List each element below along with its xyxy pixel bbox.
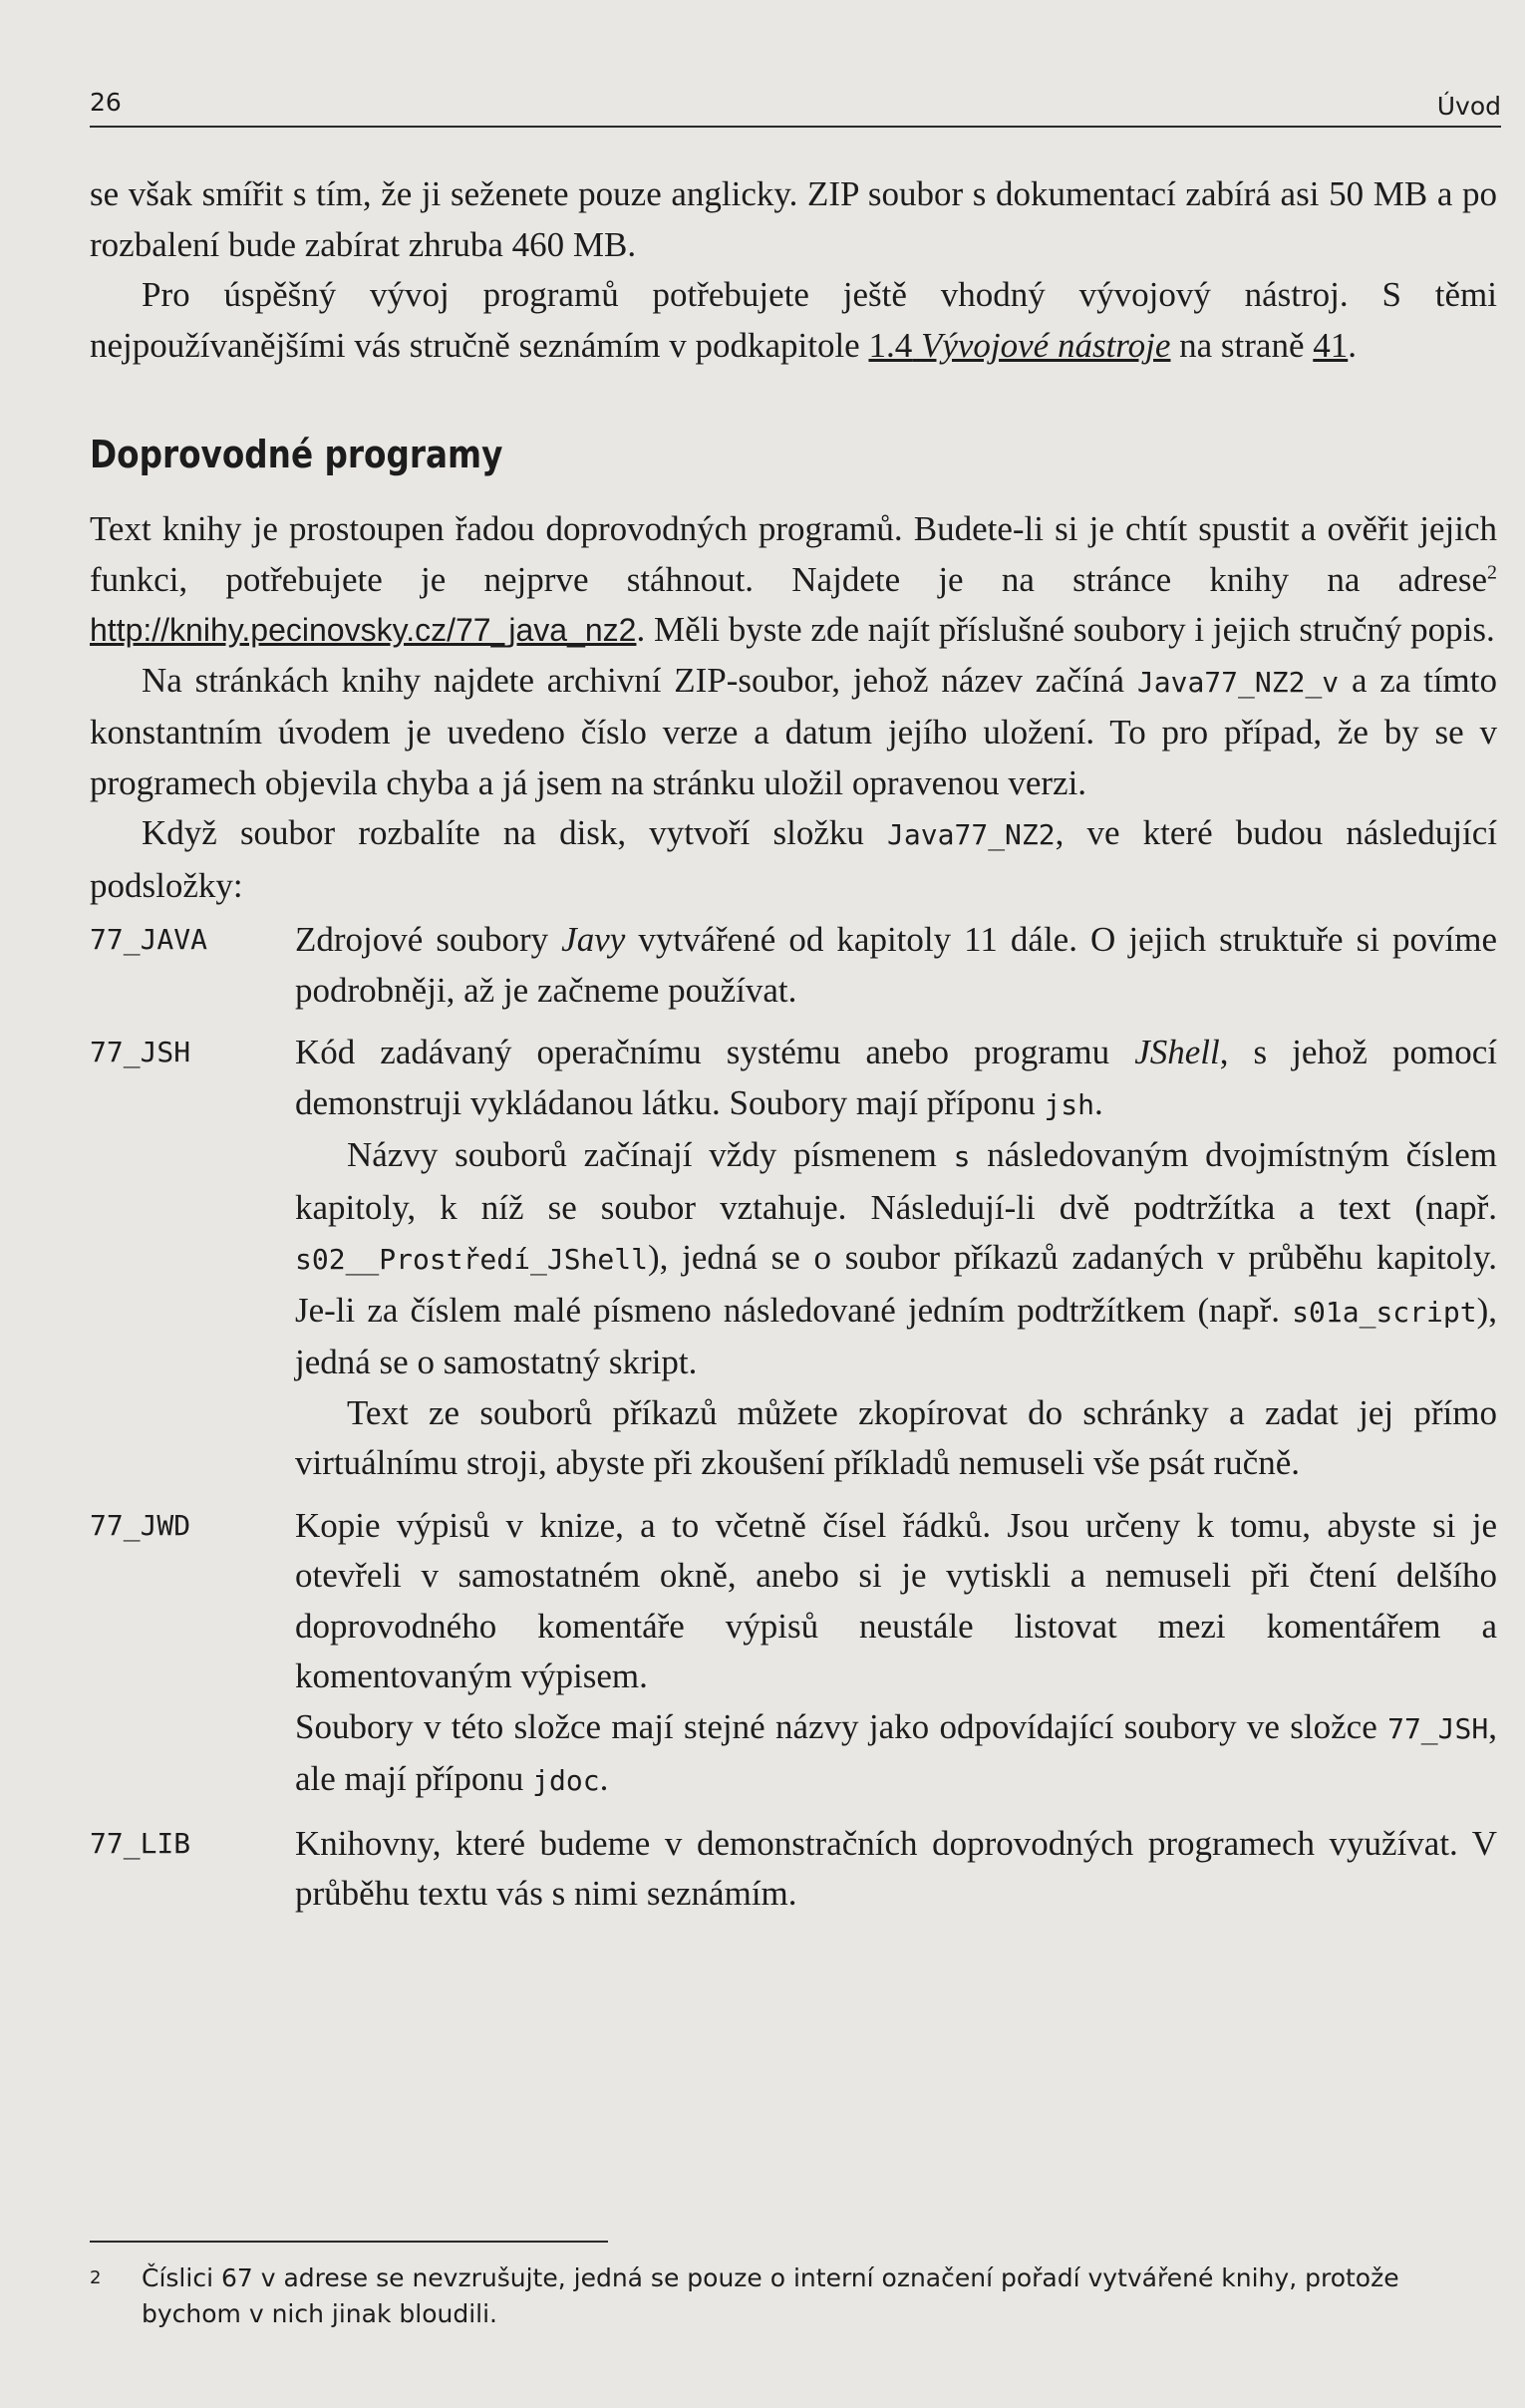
paragraph [90,656,1497,809]
cross-reference-link[interactable] [868,326,1170,365]
description-text: následovaným dvojmístným číslem kapitoly, k níž se soubor vztahuje. Následují-li dvě podtržítka a text (např. [295,1135,1497,1227]
folder-name: 77_JWD [90,1508,191,1542]
description-text: vytvářené od kapitoly 11 dále. O jejich struktuře si povíme podrobněji, až je začneme používat. [295,920,1497,1010]
page-reference-link[interactable]: 41 [1313,325,1349,365]
paragraph-text: . [1348,325,1357,365]
description-paragraph [295,1130,1497,1388]
italic-term: JShell [1134,1033,1220,1071]
folder-description [295,915,1497,1016]
code-text: Java77_NZ2 [887,818,1056,851]
running-header [90,86,1501,128]
paragraph-text: , ve které budou následující podsložky: [90,813,1497,905]
description-text: ), jedná se o soubor příkazů zadaných v průběhu kapitoly. Je-li za číslem malé písmeno následované jedním podtržítkem (např. [295,1238,1497,1330]
code-text: jsh [1044,1087,1095,1121]
description-text: Názvy souborů začínají vždy písmenem [347,1135,954,1174]
folder-item [90,1501,1497,1807]
description-text: . [1094,1082,1103,1122]
code-text: 77_JSH [1387,1711,1489,1745]
url-link[interactable]: http://knihy.pecinovsky.cz/77_java_nz2 [90,612,637,648]
description-text: ), jedná se o samostatný skript. [295,1290,1497,1381]
chapter-title: Úvod [1436,92,1501,121]
description-text: Zdrojové soubory [295,920,562,959]
code-text: s01a_script [1292,1295,1477,1329]
code-text: s02__Prostředí_JShell [295,1243,649,1276]
section-title-link: Vývojové nástroje [920,325,1171,365]
description-text: , ale mají příponu [295,1706,1497,1798]
description-paragraph [295,1702,1497,1807]
paragraph-text: se však smířit s tím, že ji seženete pouze anglicky. ZIP soubor s dokumentací zabírá asi 50 MB a po rozbalení bude zabírat zhruba 460 MB. [90,174,1497,264]
folder-list [90,915,1497,1920]
paragraph-text: Text knihy je prostoupen řadou doprovodných programů. Budete-li si je chtít spustit a ověřit jejich funkci, potřebujete je nejprve stáhnout. Najdete je na stránce knihy na adrese [90,509,1497,599]
code-text: Java77_NZ2_v [1136,665,1340,699]
paragraph [90,270,1497,371]
footnote-divider [90,2241,608,2243]
description-paragraph: Kopie výpisů v knize, a to včetně čísel řádků. Jsou určeny k tomu, abyste si je otevřeli v samostatném okně, anebo si je vytiskli a nemuseli při čtení delšího doprovodného komentáře výpisů neustále listovat mezi komentářem a komentovaným výpisem. [295,1505,1497,1695]
section-heading: Doprovodné programy [90,433,503,476]
section-number: 1.4 [868,325,913,365]
folder-name: 77_JSH [90,1036,191,1068]
paragraph [90,504,1497,656]
folder-name: 77_LIB [90,1826,191,1860]
paragraph [90,169,1497,270]
code-text: jdoc [532,1764,600,1797]
paragraph-text: Když soubor rozbalíte na disk, vytvoří složku [142,813,888,852]
paragraph-text: . Měli byste zde najít příslušné soubory i jejich stručný popis. [636,610,1495,649]
folder-name: 77_JAVA [90,923,208,956]
description-paragraph: Text ze souborů příkazů můžete zkopírovat do schránky a zadat jej přímo virtuálnímu stroji, abyste při zkoušení příkladů nemuseli vše psát ručně. [295,1392,1497,1482]
description-text: Soubory v této složce mají stejné názvy jako odpovídající soubory ve složce [295,1706,1388,1746]
paragraph [90,808,1497,911]
code-text: s [953,1140,971,1173]
page-number: 26 [90,88,122,117]
paragraph-text: Na stránkách knihy najdete archivní ZIP-soubor, jehož název začíná [142,660,1137,700]
body-text [90,169,1497,1920]
folder-item [90,1819,1497,1920]
description-paragraph: Knihovny, které budeme v demonstračních doprovodných programech využívat. V průběhu textu vás s nimi seznámím. [295,1823,1497,1913]
description-paragraph [295,1028,1497,1130]
footnote-text: Číslici 67 v adrese se nevzrušujte, jedná se pouze o interní označení pořadí vytvářené knihy, protože bychom v nich jinak bloudili. [142,2263,1399,2328]
paragraph-text: a za tímto konstantním úvodem je uvedeno číslo verze a datum jejího uložení. To pro případ, že by se v programech objevila chyba a já jsem na stránku uložil opravenou verzi. [90,660,1497,802]
description-text: Kód zadávaný operačnímu systému anebo programu [295,1033,1135,1071]
folder-description [295,1501,1497,1807]
footnote [90,2260,1501,2332]
description-text: , s jehož pomocí demonstruji vykládanou látku. Soubory mají příponu [295,1033,1497,1122]
footnote-reference[interactable]: 2 [1487,560,1497,583]
folder-item [90,915,1497,1016]
paragraph-text: Pro úspěšný vývoj programů potřebujete ještě vhodný vývojový nástroj. S těmi nejpoužívanějšími vás stručně seznámím v podkapitole [90,275,1497,365]
folder-description [295,1028,1497,1489]
italic-term: Javy [561,920,626,959]
folder-item [90,1028,1497,1489]
description-paragraph [295,915,1497,1016]
folder-description [295,1819,1497,1920]
footnote-mark: 2 [90,2267,102,2288]
paragraph-text: na straně [1170,325,1314,365]
description-text: . [599,1759,609,1798]
